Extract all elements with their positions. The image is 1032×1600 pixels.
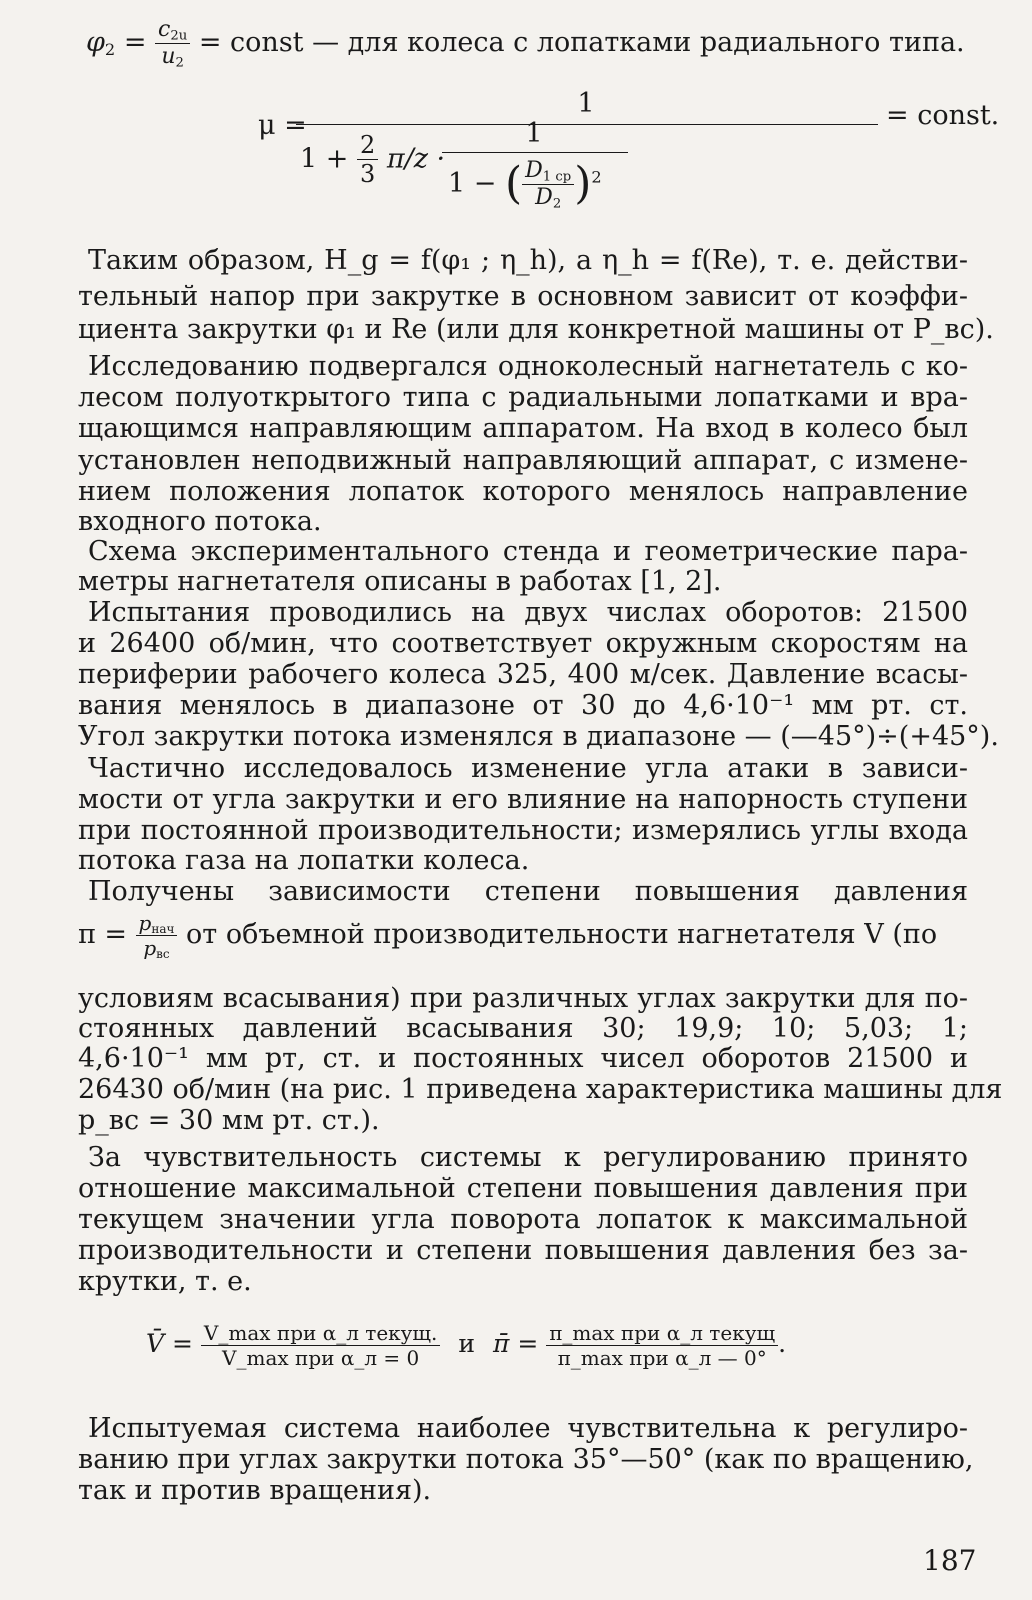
text-line: 26430 об/мин (на рис. 1 приведена характеристика машины для [78, 1074, 1003, 1105]
text-line: Испытуемая система наиболее чувствительна к регулиро- [88, 1413, 968, 1444]
text-line: входного потока. [78, 506, 322, 537]
text-line: потока газа на лопатки колеса. [78, 845, 530, 876]
text-line: Исследованию подвергался одноколесный нагнетатель с ко- [88, 351, 968, 382]
text-line: тельный напор при закрутке в основном зависит от коэффи- [78, 281, 968, 312]
text-line: установлен неподвижный направляющий аппарат, с измене- [78, 445, 968, 476]
text-line: 4,6·10⁻¹ мм рт, ст. и постоянных чисел оборотов 21500 и [78, 1043, 968, 1074]
text-line: За чувствительность системы к регулированию принято [88, 1142, 968, 1173]
text-line: ванию при углах закрутки потока 35°—50° (как по вращению, [78, 1444, 974, 1475]
text-line: мости от угла закрутки и его влияние на напорность ступени [78, 784, 968, 815]
text-line: вания менялось в диапазоне от 30 до 4,6·10⁻¹ мм рт. ст. [78, 690, 968, 721]
text-line: щающимся направляющим аппаратом. На вход в колесо был [78, 413, 968, 444]
text-line: так и против вращения). [78, 1475, 432, 1506]
text-line: периферии рабочего колеса 325, 400 м/сек. Давление всасы- [78, 659, 968, 690]
text-line: Угол закрутки потока изменялся в диапазоне — (—45°)÷(+45°). [78, 721, 999, 752]
text-line: лесом полуоткрытого типа с радиальными лопатками и вра- [78, 382, 968, 413]
text-line: Получены зависимости степени повышения давления [88, 876, 968, 907]
text-line-with-pi-fraction: π = $\frac{p_{нач}}{p_{вс}}$ от объемной производительности нагнетателя V (по [78, 911, 938, 961]
equation-sensitivity: V̄ = $\frac{\text{V\_max при α\_л текущ.}}{\text{V\_max при α\_л = 0}}$ и π̄ = $\frac{\text{π\_max при α\_л текущ}}{\text{π\_max при α\_л — 0°}}$ . [146, 1321, 787, 1370]
fraction-p-nach-p-vs: $\frac{p_{нач}}{p_{вс}}$ [136, 912, 178, 959]
fraction-c2u-u2: $\frac{c_{2u}}{u_2}$ [155, 18, 190, 69]
equation-phi2: $\varphi_2$ = $\frac{c_{2u}}{u_2}$ = const — для колеса с лопатками радиального типа. [86, 17, 965, 71]
document-page: $\varphi_2$ = $\frac{c_{2u}}{u_2}$ = const — для колеса с лопатками радиального типа. μ = 1 1 + $\frac{2}{3}$ π/z · 1 1 − ( $\frac{D_{1 ср}}{D_2}$ )$^2$ = const. Таким образом, H_g = f(φ₁ ; η_h), а η_h = f(Re), т. е. действи- тельный напор при закрутке в основном зависит от коэффи- циента закрутки φ₁ и Re (или для конкретной машины от P_вс). Исследованию подвергался одноколесный нагнетатель с ко- лесом полуоткрытого типа с радиальными лопатками и вра- щающимся направляющим аппаратом. На вход в колесо был установлен неподвижный направляющий аппарат, с измене- нием положения лопаток которого менялось направление входного потока. Схема экспериментального стенда и геометрические пара- метры нагнетателя описаны в работах [1, 2]. Испытания проводились на двух числах оборотов: 21500 и 26400 об/мин, что соответствует окружным скоростям на периферии рабочего колеса 325, 400 м/сек. Давление всасы- вания менялось в диапазоне от 30 до 4,6·10⁻¹ мм рт. ст. Угол закрутки потока изменялся в диапазоне — (—45°)÷(+45°). Частично исследовалось изменение угла атаки в зависи- мости от угла закрутки и его влияние на напорность ступени при постоянной производительности; измерялись углы входа потока газа на лопатки колеса. Получены зависимости степени повышения давления π = $\frac{p_{нач}}{p_{вс}}$ от объемной производительности нагнетателя V (по условиям всасывания) при различных углах закрутки для по- стоянных давлений всасывания 30; 19,9; 10; 5,03; 1; 4,6·10⁻¹ мм рт, ст. и постоянных чисел оборотов 21500 и 26430 об/мин (на рис. 1 приведена характеристика машины для p_вс = 30 мм рт. ст.). За чувствительность системы к регулированию принято отношение максимальной степени повышения давления при текущем значении угла поворота лопаток к максимальной производительности и степени повышения давления без за- крутки, т. е. V̄ = $\frac{\text{V\_max при α\_л текущ.}}{\text{V\_max при α\_л = 0}}$ и π̄ = $\frac{\text{π\_max при α\_л текущ}}{\text{π\_max при α\_л — 0°}}$ . Испытуемая система наиболее чувствительна к регулиро- ванию при углах закрутки потока 35°—50° (как по вращению, так и против вращения). 187 [78, 17, 1003, 1577]
text-line: Частично исследовалось изменение угла атаки в зависи- [88, 753, 968, 784]
text-line: при постоянной производительности; измерялись углы входа [78, 815, 968, 846]
text-line: и 26400 об/мин, что соответствует окружным скоростям на [78, 628, 968, 659]
text-line: условиям всасывания) при различных углах закрутки для по- [78, 983, 968, 1014]
text-line: производительности и степени повышения давления без за- [78, 1235, 968, 1266]
text-line: Таким образом, H_g = f(φ₁ ; η_h), а η_h = f(Re), т. е. действи- [88, 245, 968, 276]
text-line: стоянных давлений всасывания 30; 19,9; 10; 5,03; 1; [78, 1013, 968, 1044]
text-line: Схема экспериментального стенда и геометрические пара- [88, 536, 968, 567]
text-line: отношение максимальной степени повышения давления при [78, 1173, 968, 1204]
text-line: Испытания проводились на двух числах оборотов: 21500 [88, 597, 968, 628]
page-number: 187 [923, 1544, 977, 1577]
text-line: p_вс = 30 мм рт. ст.). [78, 1105, 380, 1136]
text-line: метры нагнетателя описаны в работах [1, 2]. [78, 566, 722, 597]
fraction-pi: $\frac{\text{π\_max при α\_л текущ}}{\text{π\_max при α\_л — 0°}}$ [546, 1322, 778, 1369]
text-line: нием положения лопаток которого менялось направление [78, 476, 968, 507]
text-line: крутки, т. е. [78, 1266, 252, 1297]
text-line: текущем значении угла поворота лопаток к максимальной [78, 1204, 968, 1235]
fraction-v: $\frac{\text{V\_max при α\_л текущ.}}{\text{V\_max при α\_л = 0}}$ [201, 1322, 440, 1369]
text-line: циента закрутки φ₁ и Re (или для конкретной машины от P_вс). [78, 314, 994, 345]
